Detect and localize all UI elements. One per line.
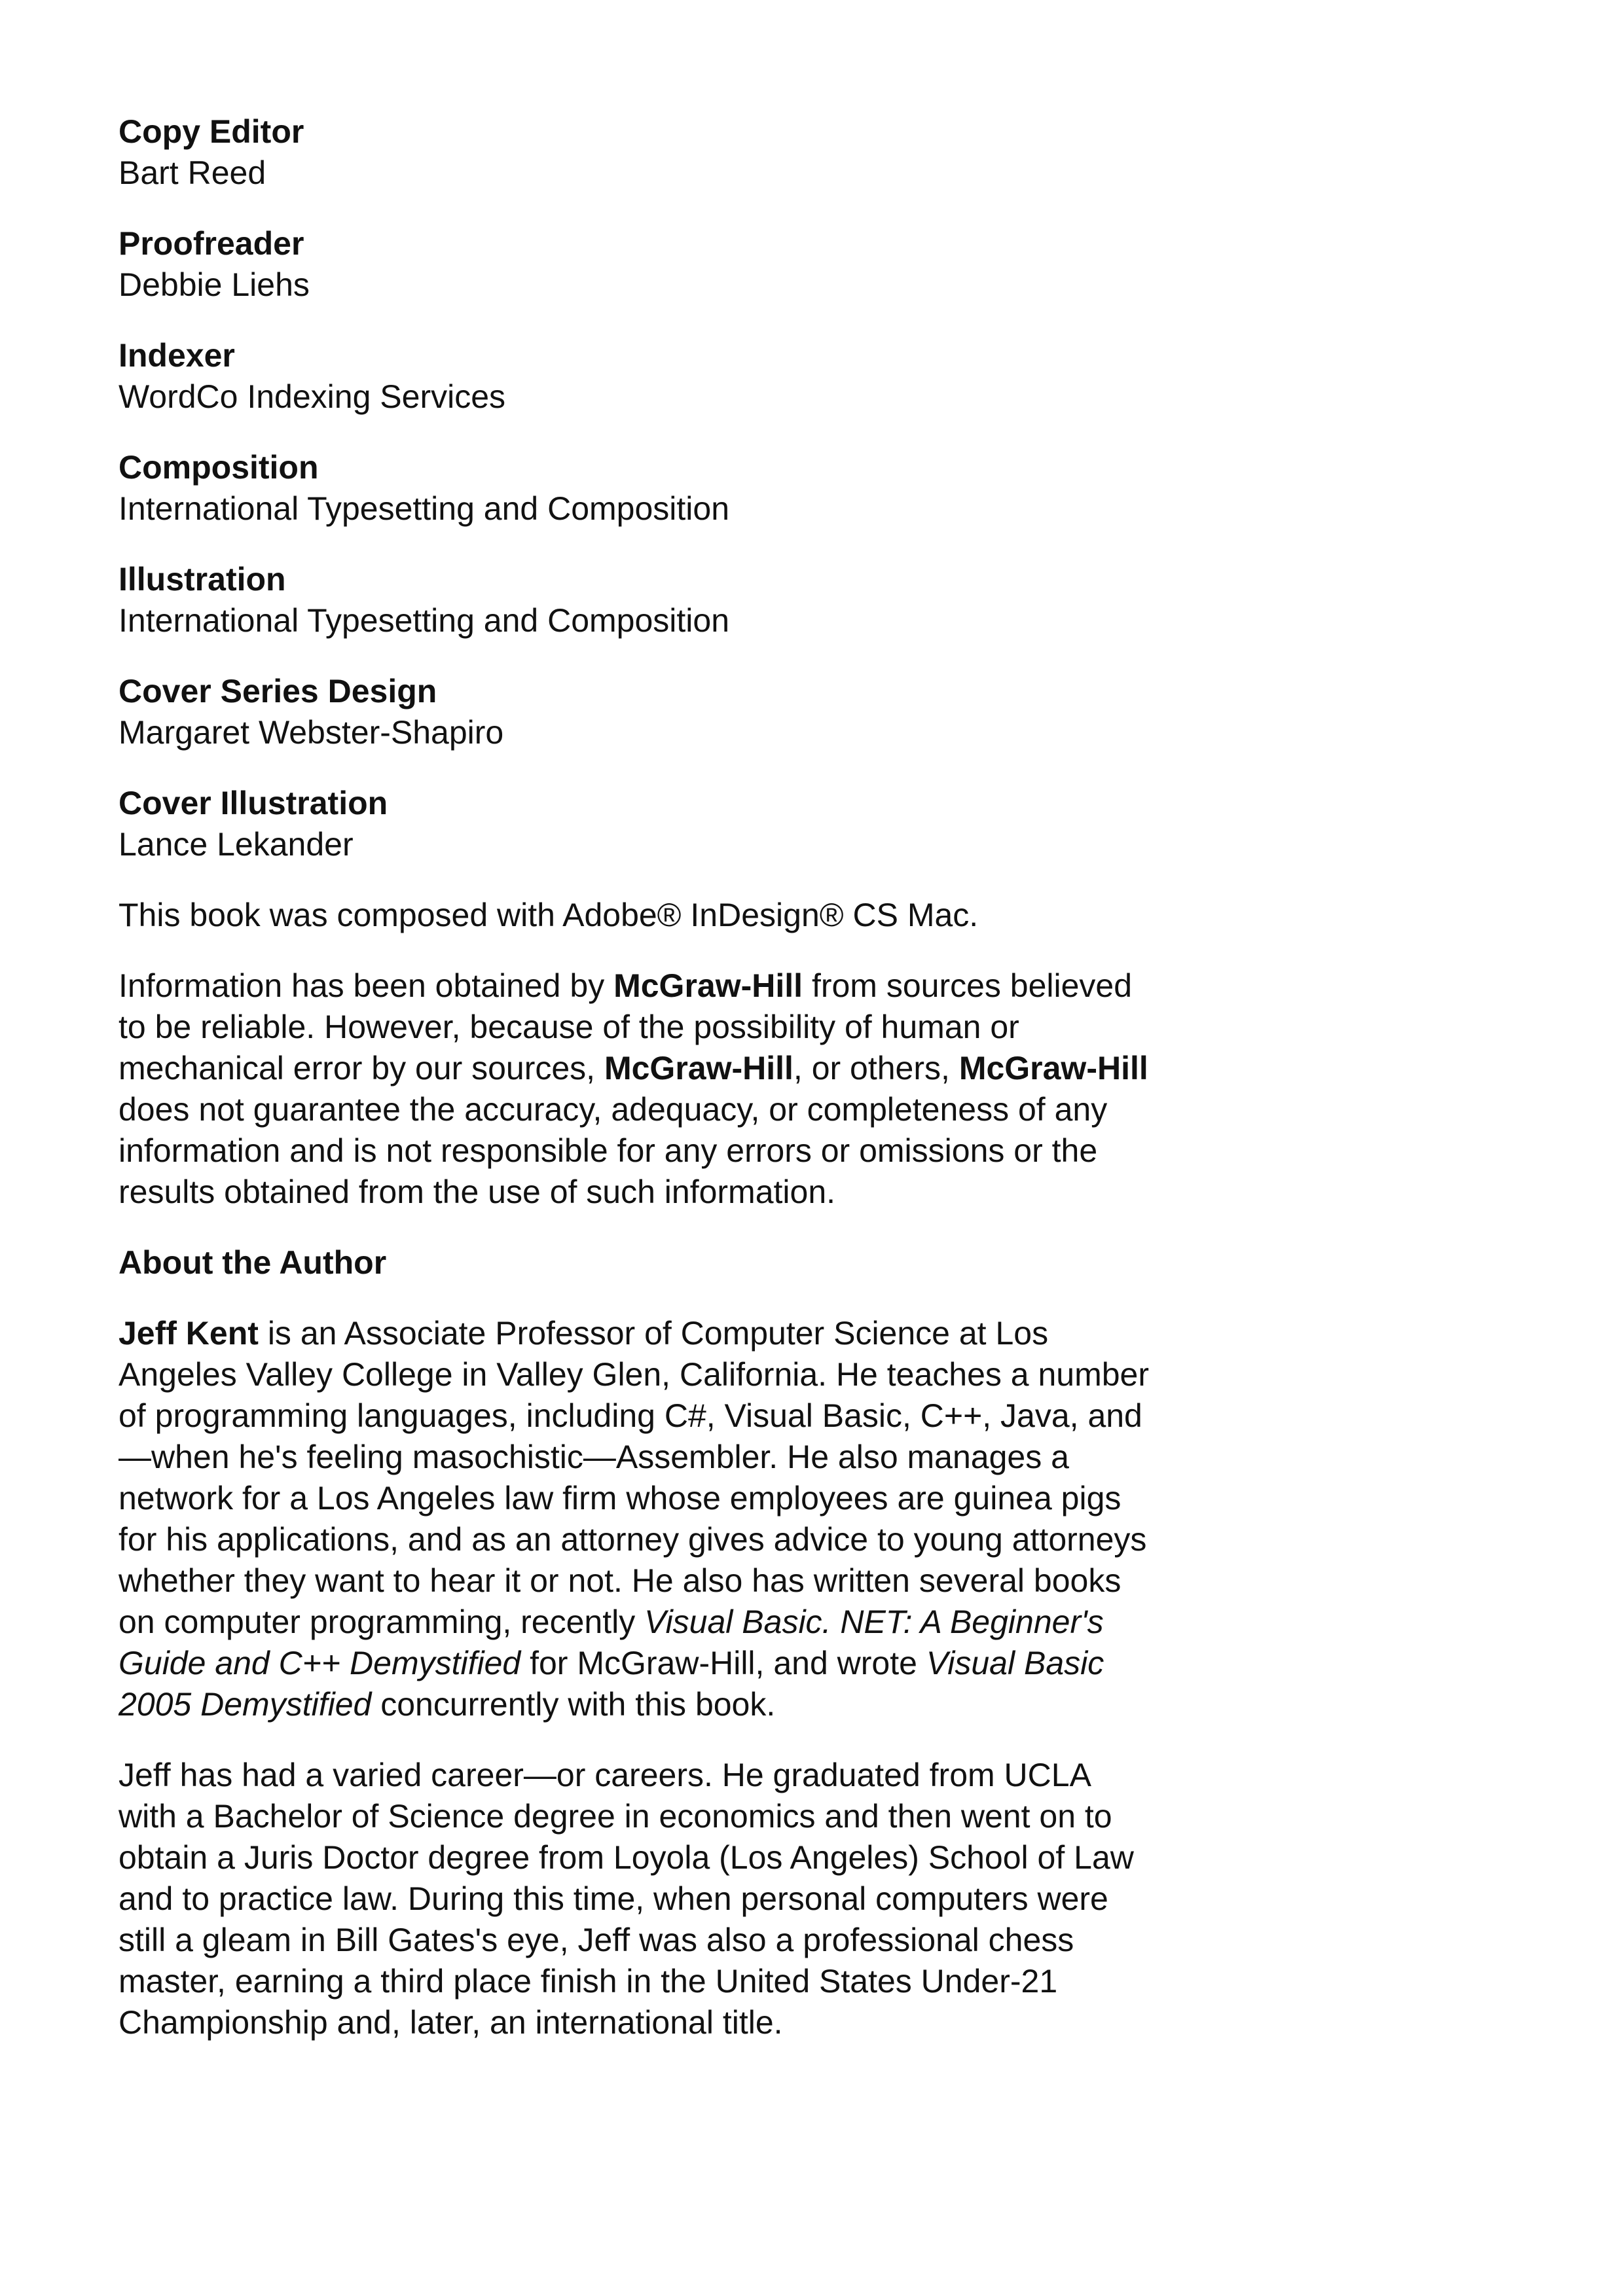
credit-indexer: [119, 335, 1153, 418]
brand-name: McGraw-Hill: [958, 1050, 1148, 1086]
disclaimer-text: does not guarantee the accuracy, adequacy, or completeness of any information and is not responsible for any errors or omissions or the results obtained from the use of such information.: [119, 1091, 1108, 1210]
credit-name: International Typesetting and Composition: [119, 490, 730, 527]
credit-name: Bart Reed: [119, 154, 266, 191]
bio-paragraph-1: [119, 1313, 1153, 1725]
credit-name: Lance Lekander: [119, 826, 354, 863]
credit-proofreader: [119, 223, 1153, 306]
bio-text: concurrently with this book.: [371, 1686, 776, 1723]
credit-cover-series-design: [119, 671, 1153, 753]
credit-role: Copy Editor: [119, 113, 304, 150]
bio-text: for McGraw-Hill, and wrote: [520, 1645, 926, 1681]
disclaimer-text: , or others,: [793, 1050, 959, 1086]
disclaimer-paragraph: [119, 965, 1153, 1213]
brand-name: McGraw-Hill: [613, 967, 803, 1004]
credit-role: Cover Series Design: [119, 673, 437, 709]
bio-paragraph-2: Jeff has had a varied career—or careers. He graduated from UCLA with a Bachelor of Science degree in economics and then went on to obtain a Juris Doctor degree from Loyola (Los Angeles) School of Law and to practice law. During this time, when personal computers were still a gleam in Bill Gates's eye, Jeff was also a professional chess master, earning a third place finish in the United States Under-21 Championship and, later, an international title.: [119, 1757, 1134, 2041]
document-page: [119, 111, 1153, 2073]
credit-name: Margaret Webster-Shapiro: [119, 714, 504, 751]
credit-name: International Typesetting and Composition: [119, 602, 730, 639]
brand-name: McGraw-Hill: [604, 1050, 793, 1086]
credit-name: Debbie Liehs: [119, 266, 310, 303]
credit-role: Cover Illustration: [119, 785, 388, 821]
credit-role: Illustration: [119, 561, 286, 598]
disclaimer-text: Information has been obtained by: [119, 967, 614, 1004]
about-author-heading: About the Author: [119, 1244, 387, 1281]
credit-role: Indexer: [119, 337, 235, 374]
author-name: Jeff Kent: [119, 1315, 259, 1352]
credit-cover-illustration: [119, 783, 1153, 865]
credit-composition: [119, 447, 1153, 529]
composed-note: This book was composed with Adobe® InDesign® CS Mac.: [119, 897, 979, 933]
bio-text: is an Associate Professor of Computer Science at Los Angeles Valley College in Valley Glen, California. He teaches a number of programming languages, including C#, Visual Basic, C++, Java, and—when he's feeling masochistic—Assembler. He also manages a network for a Los Angeles law firm whose employees are guinea pigs for his applications, and as an attorney gives advice to young attorneys whether they want to hear it or not. He also has written several books on computer programming, recently: [119, 1315, 1149, 1640]
credit-role: Proofreader: [119, 225, 304, 262]
credit-illustration: [119, 559, 1153, 641]
credit-copy-editor: [119, 111, 1153, 194]
disclaimer-text: from sources believed to be reliable. However, because of the possibility of human or mechanical error by our sources,: [119, 967, 1133, 1086]
book-title: Visual Basic. NET: A Beginner's Guide and C++ Demystified: [119, 1604, 1104, 1681]
credit-name: WordCo Indexing Services: [119, 378, 506, 415]
book-title: Visual Basic 2005 Demystified: [119, 1645, 1104, 1723]
credit-role: Composition: [119, 449, 319, 486]
